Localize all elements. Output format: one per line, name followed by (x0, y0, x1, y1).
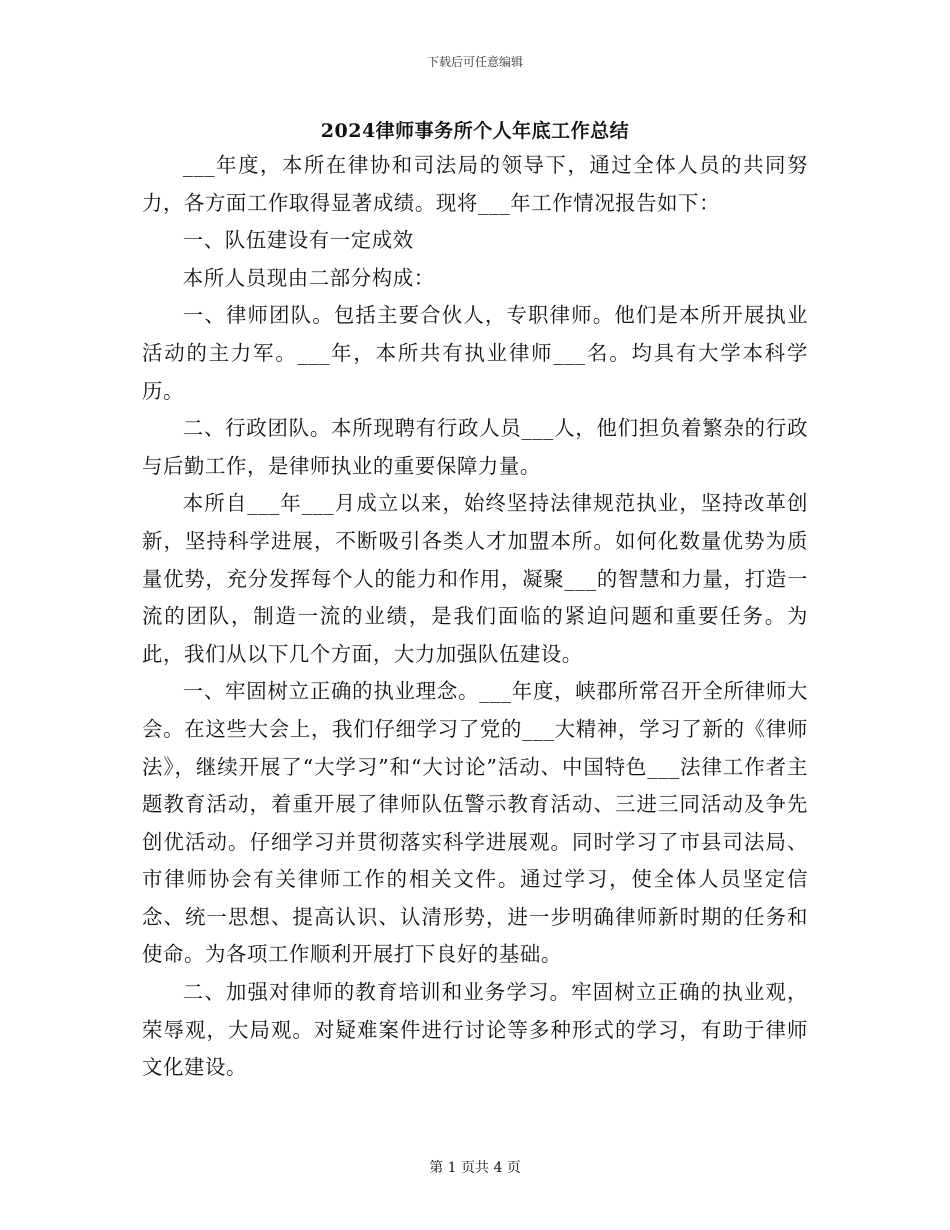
document-body (142, 147, 808, 1087)
paragraph-intro: ___年度，本所在律协和司法局的领导下，通过全体人员的共同努力，各方面工作取得显著成绩。现将___年工作情况报告如下： (142, 153, 808, 215)
paragraph-section-heading-1: 一、队伍建设有一定成效 (182, 228, 414, 253)
document-title: 2024律师事务所个人年底工作总结 (320, 120, 630, 142)
paragraph-staff-composition: 本所人员现由二部分构成： (182, 265, 435, 290)
paragraph-lawyer-team: 一、律师团队。包括主要合伙人，专职律师。他们是本所开展执业活动的主力军。___年，本所共有执业律师___名。均具有大学本科学历。 (142, 303, 808, 403)
paragraph-training: 二、加强对律师的教育培训和业务学习。牢固树立正确的执业观，荣辱观，大局观。对疑难案件进行讨论等多种形式的学习，有助于律师文化建设。 (142, 980, 808, 1080)
paragraph-practice-philosophy: 一、牢固树立正确的执业理念。___年度，峡郡所常召开全所律师大会。在这些大会上，我们仔细学习了党的___大精神，学习了新的《律师法》，继续开展了“大学习”和“大讨论”活动、中国特色___法律工作者主题教育活动，着重开展了律师队伍警示教育活动、三进三同活动及争先创优活动。仔细学习并贯彻落实科学进展观。同时学习了市县司法局、市律师协会有关律师工作的相关文件。通过学习，使全体人员坚定信念、统一思想、提高认识、认清形势，进一步明确律师新时期的任务和使命。为各项工作顺利开展打下良好的基础。 (142, 679, 808, 967)
paragraph-admin-team: 二、行政团队。本所现聘有行政人员___人，他们担负着繁杂的行政与后勤工作，是律师执业的重要保障力量。 (142, 416, 808, 478)
header-note: 下载后可任意编辑 (426, 55, 523, 69)
paragraph-founding: 本所自___年___月成立以来，始终坚持法律规范执业，坚持改革创新，坚持科学进展，不断吸引各类人才加盟本所。如何化数量优势为质量优势，充分发挥每个人的能力和作用，凝聚___的智慧和力量，打造一流的团队，制造一流的业绩，是我们面临的紧迫问题和重要任务。为此，我们从以下几个方面，大力加强队伍建设。 (142, 491, 808, 666)
page-footer: 第 1 页共 4 页 (429, 1160, 521, 1176)
